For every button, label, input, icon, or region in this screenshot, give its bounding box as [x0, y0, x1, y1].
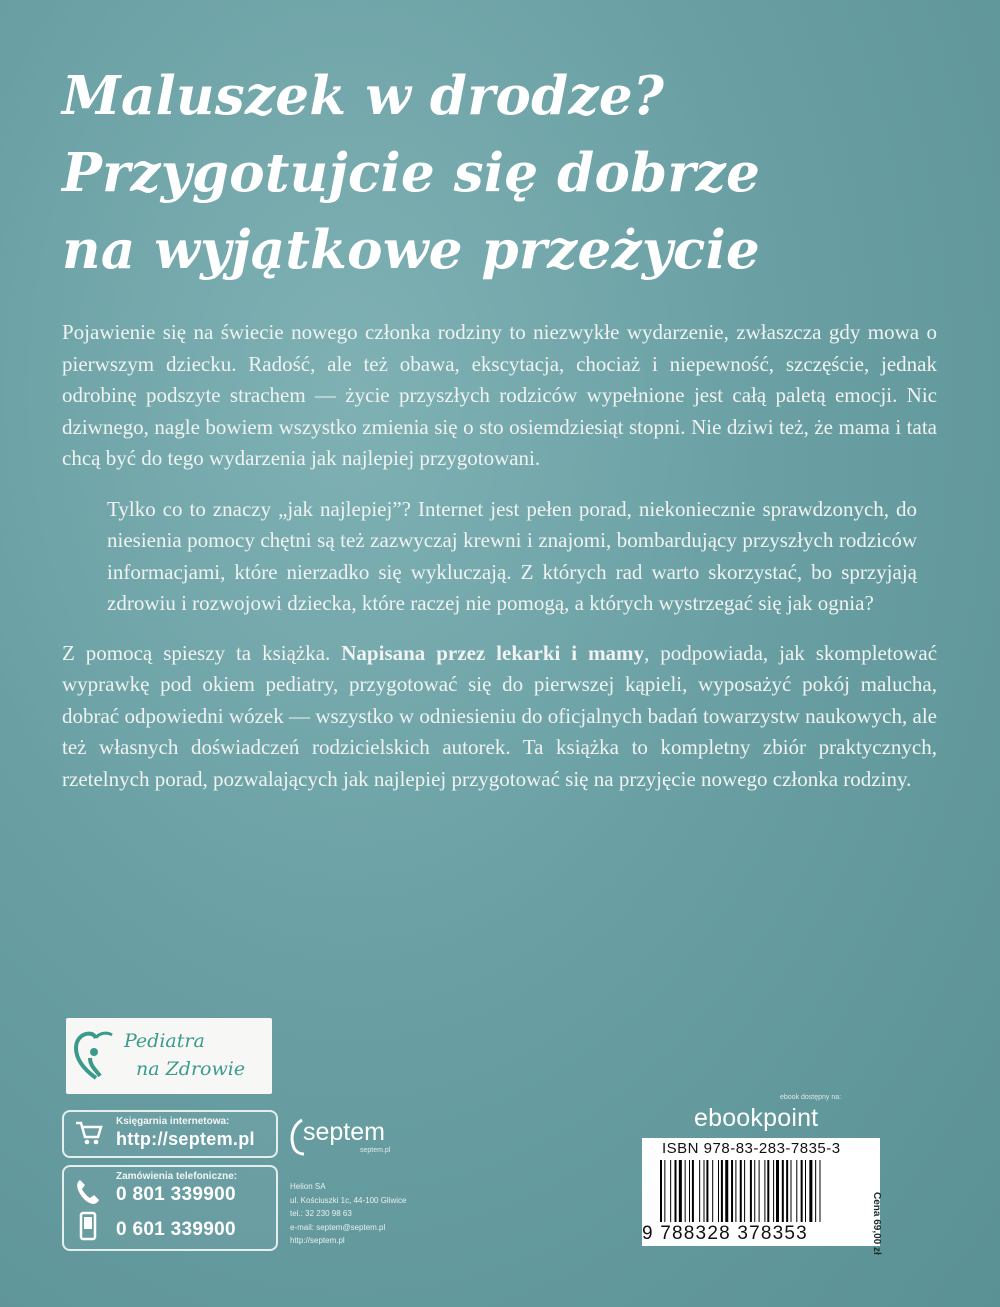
- phone-number-1: 0 801 339900: [116, 1184, 236, 1205]
- address-line: Helion SA: [290, 1182, 326, 1191]
- ebookpoint-logo: ebookpoint: [694, 1104, 819, 1132]
- phone-orders-box: [62, 1165, 278, 1251]
- phone-handset-icon: [74, 1177, 102, 1207]
- heading-line-2: Przygotujcie się dobrze: [62, 142, 761, 204]
- badge-line-2: na Zdrowie: [136, 1058, 246, 1080]
- pediatra-na-zdrowie-logo: [66, 1018, 272, 1094]
- publisher-url: septem.pl: [360, 1147, 391, 1154]
- shop-label: Księgarnia internetowa:: [116, 1116, 230, 1127]
- blurb-paragraph-1: Pojawienie się na świecie nowego członka rodziny to niezwykłe wydarzenie, zwłaszcza gdy mowa o pierwszym dziecku. Radość, ale też obawa, ekscytacja, chociaż i niepewność, szczęście, jednak odrobinę podszyte strachem — życie przyszłych rodziców wypełnione jest całą paletą emocji. Nic dziwnego, nagle bowiem wszystko zmienia się o sto osiemdziesiąt stopni. Nie dziwi też, że mama i tata chcą być do tego wydarzenia jak najlepiej przygotowani.: [62, 320, 937, 470]
- mobile-phone-icon: [78, 1211, 98, 1241]
- address-line: http://septem.pl: [290, 1236, 345, 1245]
- barcode-icon: [660, 1160, 864, 1222]
- phone-number-2: 0 601 339900: [116, 1219, 236, 1240]
- blurb-quote-paragraph: Tylko co to znaczy „jak najlepiej”? Internet jest pełen porad, niekoniecznie sprawdzonych, do niesienia pomocy chętni są też zazwyczaj krewni i znajomi, bombardujący przyszłych rodziców informacjami, które nierzadko się wykluczają. Z których rad warto skorzystać, bo sprzyjają zdrowiu i rozwojowi dziecka, które raczej nie pomogą, a których wystrzegać się jak ognia?: [107, 496, 917, 615]
- barcode-digits: 9 788328 378353: [642, 1223, 808, 1244]
- phone-label: Zamówienia telefoniczne:: [116, 1171, 238, 1182]
- heading-line-1: Maluszek w drodze?: [62, 65, 665, 127]
- badge-line-1: Pediatra: [124, 1030, 205, 1052]
- online-shop-box: [62, 1110, 278, 1158]
- shop-url: http://septem.pl: [116, 1129, 255, 1149]
- isbn-number: ISBN 978-83-283-7835-3: [662, 1140, 841, 1157]
- cover-heading: [62, 58, 962, 289]
- price-label: Cena 69,00 zł: [871, 1192, 882, 1255]
- heart-child-icon: [72, 1026, 120, 1086]
- publisher-name: septem: [303, 1118, 385, 1146]
- publisher-address: [290, 1180, 407, 1248]
- address-line: ul. Kościuszki 1c, 44-100 Gliwice: [290, 1195, 407, 1205]
- ebook-available-label: ebook dostępny na:: [780, 1094, 842, 1101]
- blurb-text: [62, 317, 937, 795]
- heading-line-3: na wyjątkowe przeżycie: [62, 219, 761, 281]
- shopping-cart-icon: [74, 1120, 104, 1146]
- bold-highlight: Napisana przez lekarki i mamy: [341, 640, 645, 665]
- address-line: tel.: 32 230 98 63: [290, 1209, 352, 1218]
- blurb-paragraph-3: Z pomocą spieszy ta książka. Napisana przez lekarki i mamy, podpowiada, jak skompletować wyprawkę pod okiem pediatry, przygotować się do pierwszej kąpieli, wyposażyć pokój malucha, dobrać odpowiedni wózek — wszystko w odniesieniu do oficjalnych badań towarzystw naukowych, ale też własnych doświadczeń rodzicielskich autorek. Ta książka to kompletny zbiór praktycznych, rzetelnych porad, pozwalających jak najlepiej przygotować się na przyjęcie nowego członka rodziny.: [62, 640, 938, 791]
- address-line: e-mail: septem@septem.pl: [290, 1222, 386, 1232]
- isbn-barcode-block: [642, 1138, 880, 1246]
